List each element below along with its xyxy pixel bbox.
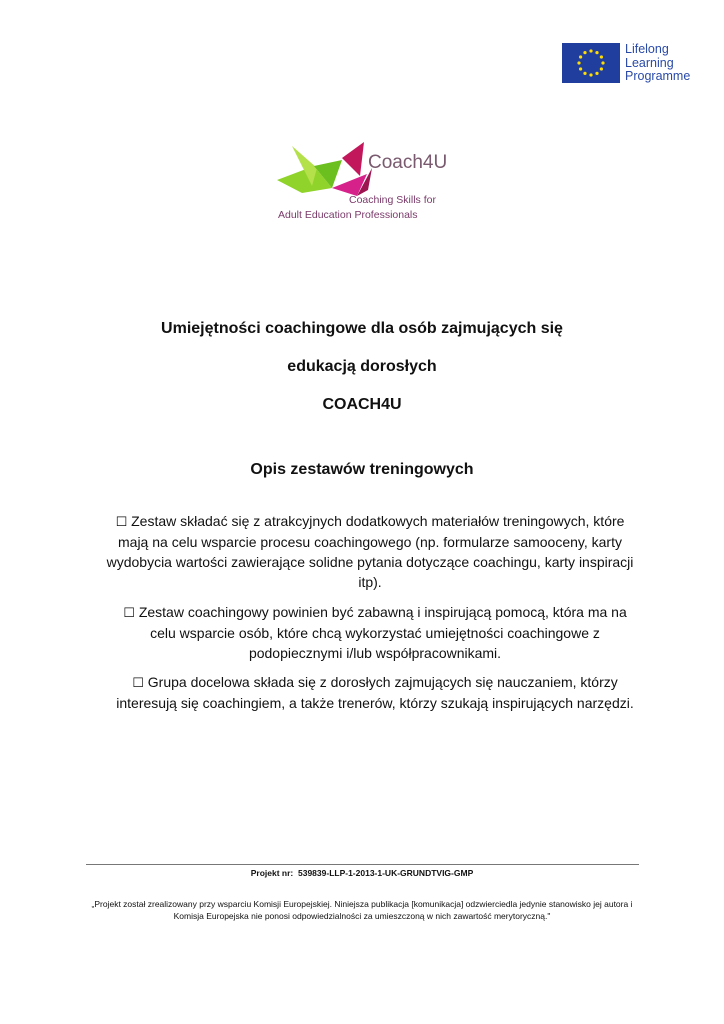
title-line-2: edukacją dorosłych [287,358,437,375]
llp-wordmark [625,43,690,84]
coach4u-tagline-1: Coaching Skills for [349,194,436,206]
section-subtitle: Opis zestawów treningowych [250,461,474,478]
bullet-item [110,602,640,663]
checkbox-marker-icon: ☐ [115,514,128,529]
checkbox-marker-icon: ☐ [132,675,144,690]
eu-star-icon [577,62,580,65]
eu-star-icon [579,68,582,71]
project-number: 539839-LLP-1-2013-1-UK-GRUNDTVIG-GMP [298,868,474,878]
eu-star-icon [595,72,598,75]
eu-star-icon [579,56,582,59]
eu-star-icon [600,56,603,59]
project-label: Projekt nr: [250,868,294,878]
eu-flag-icon [562,43,620,83]
bullet-item [100,511,640,592]
bullet-text: Grupa docelowa składa się z dorosłych zajmujących się nauczaniem, którzy interesują się coachingiem, a także trenerów, którzy szukają inspirujących narzędzi. [116,674,634,711]
footer-divider [86,864,639,865]
llp-logo [562,43,690,84]
eu-star-icon [583,51,586,54]
bullet-text: Zestaw składać się z atrakcyjnych dodatkowych materiałów treningowych, które mają na celu wsparcie procesu coachingowego (np. formularze samooceny, karty wydobycia wartości zawierające solidne pytania dotyczące coachingu, karty inspiracji itp). [106,513,634,590]
bullet-item [110,672,640,713]
title-line-1: Umiejętności coachingowe dla osób zajmujących się [161,320,563,337]
eu-star-icon [589,50,592,53]
coach4u-tagline-2: Adult Education Professionals [278,209,418,221]
project-number-line [0,868,724,878]
eu-disclaimer: „Projekt został zrealizowany przy wsparciu Komisji Europejskiej. Niniejsza publikacja [komunikacja] odzwierciedla jedynie stanowisko jej autora i Komisja Europejska nie ponosi odpowiedzialności za umieszczoną w nich zawartość merytoryczną." [91,899,633,921]
llp-line-2: Learning [625,55,674,70]
eu-star-icon [595,51,598,54]
checkbox-marker-icon: ☐ [123,605,135,620]
eu-star-icon [583,72,586,75]
bullet-text: Zestaw coachingowy powinien być zabawną i inspirującą pomocą, która ma na celu wsparcie osób, które chcą wykorzystać umiejętności coachingowe z podopiecznymi i/lub współpracownikami. [138,604,627,661]
eu-star-icon [600,68,603,71]
llp-line-3: Programme [625,69,691,83]
eu-star-icon [589,74,592,77]
coach4u-brand: Coach4U [368,152,448,173]
llp-line-1: Lifelong [625,42,669,56]
eu-star-icon [601,62,604,65]
title-line-3: COACH4U [322,396,402,413]
